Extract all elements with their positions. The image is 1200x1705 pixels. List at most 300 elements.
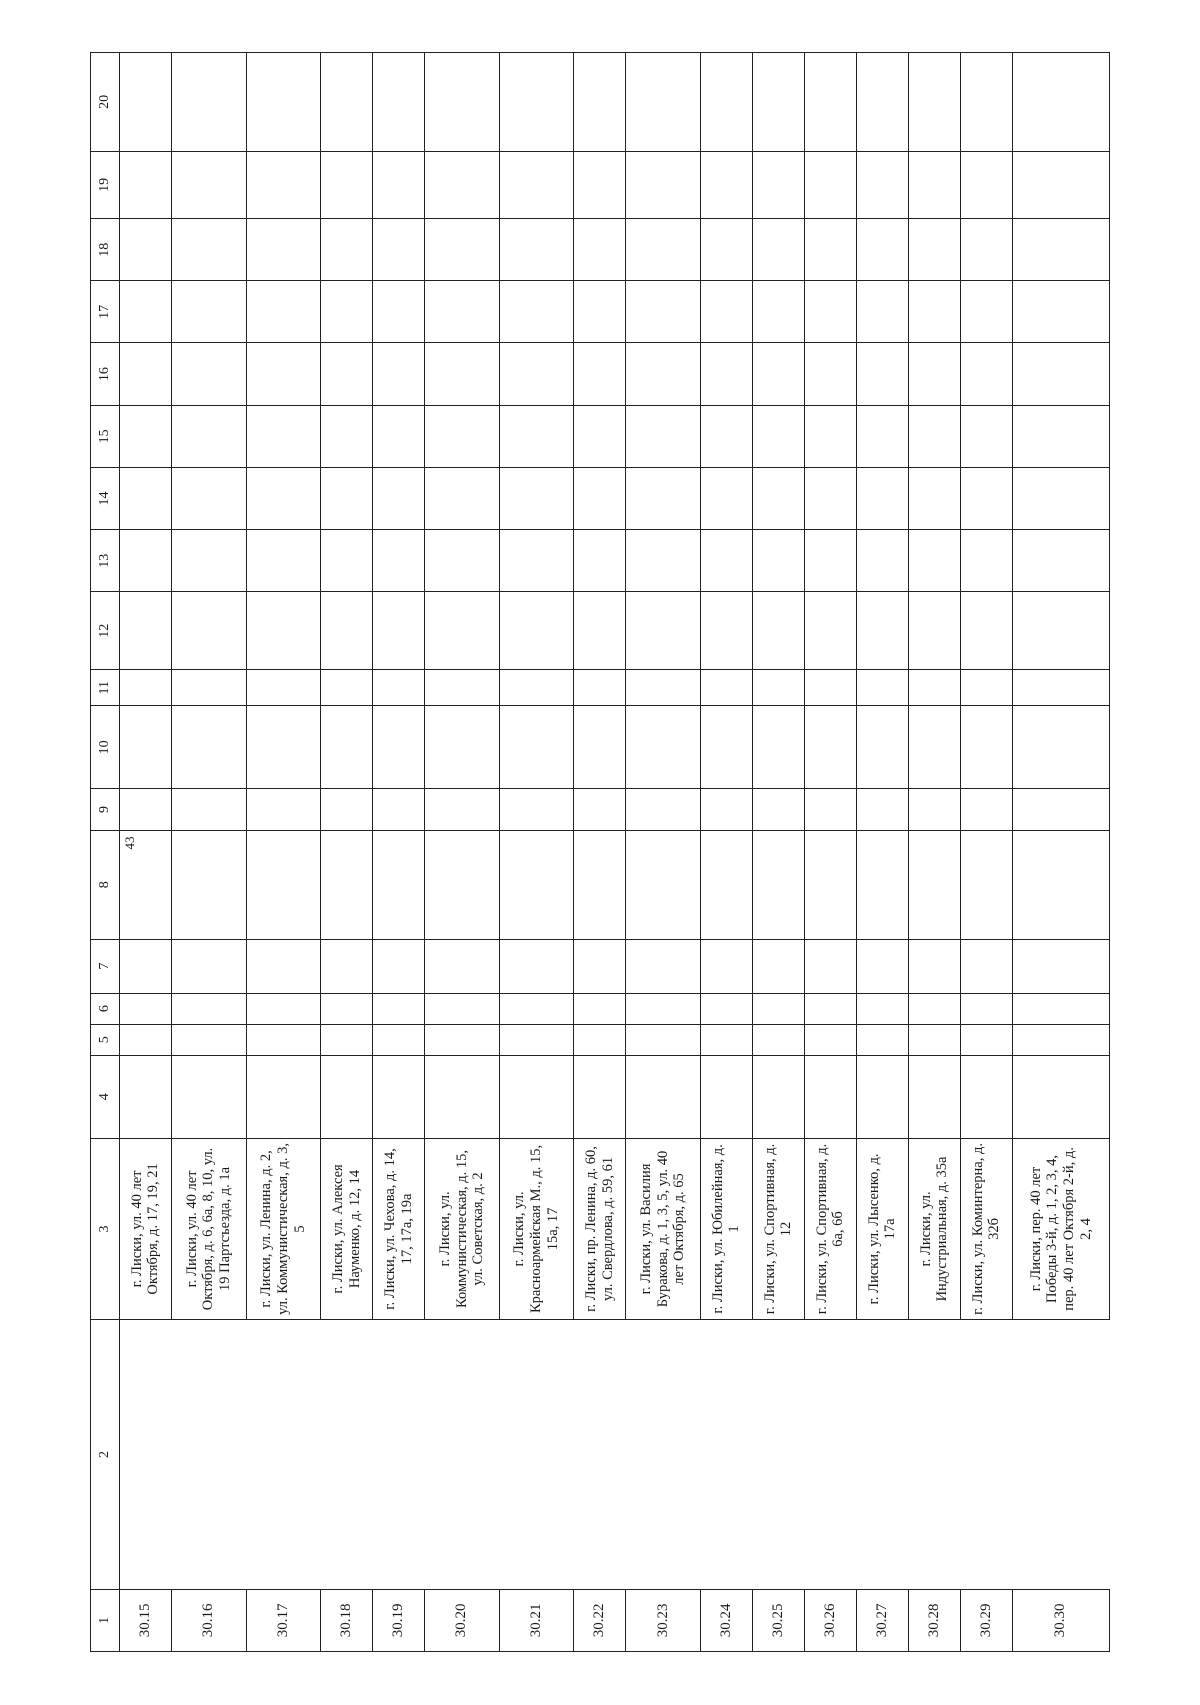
empty-cell — [425, 405, 500, 467]
empty-cell — [1012, 151, 1109, 218]
empty-cell — [626, 405, 701, 467]
empty-cell — [373, 993, 425, 1024]
empty-cell — [700, 789, 752, 830]
empty-cell — [574, 1024, 626, 1055]
empty-cell — [700, 219, 752, 281]
empty-cell — [908, 592, 960, 670]
empty-cell — [246, 281, 321, 343]
empty-cell — [499, 706, 574, 789]
address-cell: г. Лиски, ул. Василия Буракова, д. 1, 3, 5, ул. 40 лет Октября, д. 65 — [626, 1138, 701, 1319]
empty-cell — [1012, 53, 1109, 152]
empty-cell — [1012, 993, 1109, 1024]
address-cell: г. Лиски, ул. 40 лет Октября, д. 17, 19, 21 — [120, 1138, 172, 1319]
empty-cell — [960, 343, 1012, 405]
empty-cell — [1012, 343, 1109, 405]
empty-cell — [120, 789, 172, 830]
empty-cell — [246, 993, 321, 1024]
empty-cell — [321, 405, 373, 467]
empty-cell — [626, 281, 701, 343]
empty-cell — [700, 830, 752, 939]
empty-cell — [908, 993, 960, 1024]
empty-cell — [700, 530, 752, 592]
empty-cell — [246, 592, 321, 670]
empty-cell — [752, 993, 804, 1024]
row-id-cell: 30.19 — [373, 1589, 425, 1651]
empty-cell — [856, 405, 908, 467]
empty-cell — [499, 592, 574, 670]
empty-cell — [960, 1024, 1012, 1055]
column-header: 16 — [91, 343, 120, 405]
empty-cell — [752, 281, 804, 343]
empty-cell — [425, 1024, 500, 1055]
empty-cell — [1012, 405, 1109, 467]
empty-cell — [700, 151, 752, 218]
empty-cell — [171, 53, 246, 152]
empty-cell — [120, 467, 172, 529]
empty-cell — [960, 151, 1012, 218]
empty-cell — [171, 993, 246, 1024]
column-header: 10 — [91, 706, 120, 789]
table-row — [626, 53, 701, 1652]
empty-cell — [1012, 670, 1109, 706]
header-row — [91, 53, 120, 1652]
empty-cell — [499, 467, 574, 529]
row-id-cell: 30.17 — [246, 1589, 321, 1651]
row-id-cell: 30.28 — [908, 1589, 960, 1651]
empty-cell — [499, 789, 574, 830]
empty-cell — [856, 939, 908, 993]
empty-cell — [752, 343, 804, 405]
empty-cell — [120, 830, 172, 939]
empty-cell — [120, 592, 172, 670]
empty-cell — [856, 343, 908, 405]
empty-cell — [626, 1024, 701, 1055]
empty-cell — [425, 53, 500, 152]
empty-cell — [1012, 939, 1109, 993]
empty-cell — [574, 993, 626, 1024]
empty-cell — [804, 343, 856, 405]
column-header: 20 — [91, 53, 120, 152]
empty-cell — [171, 830, 246, 939]
empty-cell — [804, 53, 856, 152]
empty-cell — [499, 53, 574, 152]
empty-cell — [120, 1024, 172, 1055]
empty-cell — [804, 1320, 856, 1590]
column-header: 15 — [91, 405, 120, 467]
empty-cell — [321, 1320, 373, 1590]
column-header: 8 — [91, 830, 120, 939]
table-body — [120, 53, 1110, 1652]
empty-cell — [908, 1055, 960, 1138]
empty-cell — [856, 219, 908, 281]
empty-cell — [321, 467, 373, 529]
empty-cell — [574, 530, 626, 592]
empty-cell — [246, 706, 321, 789]
empty-cell — [700, 670, 752, 706]
page-number: 43 — [122, 836, 137, 850]
table-row — [425, 53, 500, 1652]
data-table — [90, 52, 1110, 1652]
empty-cell — [373, 219, 425, 281]
empty-cell — [908, 1320, 960, 1590]
empty-cell — [321, 670, 373, 706]
empty-cell — [425, 1055, 500, 1138]
empty-cell — [171, 151, 246, 218]
empty-cell — [574, 670, 626, 706]
empty-cell — [499, 343, 574, 405]
column-header: 2 — [91, 1320, 120, 1590]
column-header: 7 — [91, 939, 120, 993]
empty-cell — [908, 1024, 960, 1055]
address-cell: г. Лиски, ул. Коммунистическая, д. 15, ул. Советская, д. 2 — [425, 1138, 500, 1319]
empty-cell — [246, 405, 321, 467]
empty-cell — [856, 1024, 908, 1055]
empty-cell — [120, 281, 172, 343]
empty-cell — [960, 53, 1012, 152]
empty-cell — [120, 1055, 172, 1138]
empty-cell — [574, 343, 626, 405]
empty-cell — [752, 405, 804, 467]
empty-cell — [425, 281, 500, 343]
address-cell: г. Лиски, пер. 40 лет Победы 3-й, д. 1, 2, 3, 4, пер. 40 лет Октября 2-й, д. 2, 4 — [1012, 1138, 1109, 1319]
empty-cell — [425, 467, 500, 529]
empty-cell — [908, 281, 960, 343]
empty-cell — [499, 1320, 574, 1590]
table-row — [574, 53, 626, 1652]
empty-cell — [752, 151, 804, 218]
empty-cell — [960, 993, 1012, 1024]
empty-cell — [373, 1320, 425, 1590]
empty-cell — [700, 343, 752, 405]
empty-cell — [425, 343, 500, 405]
empty-cell — [960, 1055, 1012, 1138]
row-id-cell: 30.23 — [626, 1589, 701, 1651]
empty-cell — [574, 1055, 626, 1138]
empty-cell — [960, 530, 1012, 592]
empty-cell — [171, 1024, 246, 1055]
row-id-cell: 30.18 — [321, 1589, 373, 1651]
empty-cell — [373, 467, 425, 529]
table-row — [321, 53, 373, 1652]
empty-cell — [856, 53, 908, 152]
empty-cell — [856, 670, 908, 706]
empty-cell — [960, 219, 1012, 281]
row-id-cell: 30.29 — [960, 1589, 1012, 1651]
empty-cell — [373, 939, 425, 993]
column-header: 9 — [91, 789, 120, 830]
empty-cell — [574, 151, 626, 218]
table-row — [856, 53, 908, 1652]
empty-cell — [804, 592, 856, 670]
empty-cell — [171, 789, 246, 830]
empty-cell — [321, 281, 373, 343]
empty-cell — [321, 53, 373, 152]
empty-cell — [856, 151, 908, 218]
table-row — [246, 53, 321, 1652]
empty-cell — [700, 993, 752, 1024]
empty-cell — [246, 151, 321, 218]
empty-cell — [425, 670, 500, 706]
empty-cell — [804, 1055, 856, 1138]
empty-cell — [804, 670, 856, 706]
empty-cell — [425, 219, 500, 281]
empty-cell — [171, 281, 246, 343]
address-cell: г. Лиски, ул. Чехова, д. 14, 17, 17а, 19а — [373, 1138, 425, 1319]
empty-cell — [804, 405, 856, 467]
empty-cell — [373, 281, 425, 343]
empty-cell — [499, 830, 574, 939]
address-cell: г. Лиски, ул. Юбилейная, д. 1 — [700, 1138, 752, 1319]
table-row — [373, 53, 425, 1652]
column-header: 12 — [91, 592, 120, 670]
column-header: 13 — [91, 530, 120, 592]
empty-cell — [960, 405, 1012, 467]
empty-cell — [960, 670, 1012, 706]
empty-cell — [752, 670, 804, 706]
empty-cell — [856, 789, 908, 830]
empty-cell — [373, 405, 425, 467]
empty-cell — [1012, 830, 1109, 939]
empty-cell — [120, 219, 172, 281]
empty-cell — [499, 151, 574, 218]
empty-cell — [626, 151, 701, 218]
empty-cell — [321, 789, 373, 830]
empty-cell — [246, 53, 321, 152]
empty-cell — [752, 939, 804, 993]
empty-cell — [321, 993, 373, 1024]
empty-cell — [752, 219, 804, 281]
empty-cell — [425, 151, 500, 218]
empty-cell — [960, 592, 1012, 670]
empty-cell — [373, 789, 425, 830]
row-id-cell: 30.25 — [752, 1589, 804, 1651]
empty-cell — [499, 1055, 574, 1138]
empty-cell — [425, 706, 500, 789]
empty-cell — [700, 706, 752, 789]
empty-cell — [373, 53, 425, 152]
address-cell: г. Лиски, ул. Лысенко, д. 17а — [856, 1138, 908, 1319]
empty-cell — [246, 219, 321, 281]
empty-cell — [626, 592, 701, 670]
empty-cell — [700, 1055, 752, 1138]
empty-cell — [499, 993, 574, 1024]
empty-cell — [373, 830, 425, 939]
empty-cell — [908, 219, 960, 281]
address-cell: г. Лиски, ул. Спортивная, д. 6а, 6б — [804, 1138, 856, 1319]
empty-cell — [856, 530, 908, 592]
row-id-cell: 30.15 — [120, 1589, 172, 1651]
empty-cell — [804, 467, 856, 529]
row-id-cell: 30.24 — [700, 1589, 752, 1651]
empty-cell — [499, 405, 574, 467]
empty-cell — [321, 1055, 373, 1138]
empty-cell — [120, 706, 172, 789]
empty-cell — [626, 219, 701, 281]
empty-cell — [908, 670, 960, 706]
empty-cell — [1012, 219, 1109, 281]
empty-cell — [960, 830, 1012, 939]
empty-cell — [499, 939, 574, 993]
empty-cell — [246, 939, 321, 993]
empty-cell — [960, 706, 1012, 789]
empty-cell — [321, 1024, 373, 1055]
empty-cell — [856, 592, 908, 670]
empty-cell — [246, 530, 321, 592]
empty-cell — [321, 530, 373, 592]
empty-cell — [574, 1320, 626, 1590]
empty-cell — [120, 670, 172, 706]
table-row — [700, 53, 752, 1652]
empty-cell — [373, 343, 425, 405]
column-header: 14 — [91, 467, 120, 529]
empty-cell — [499, 219, 574, 281]
row-id-cell: 30.30 — [1012, 1589, 1109, 1651]
empty-cell — [626, 706, 701, 789]
row-id-cell: 30.21 — [499, 1589, 574, 1651]
empty-cell — [960, 1320, 1012, 1590]
empty-cell — [856, 830, 908, 939]
address-cell: г. Лиски, ул. Ленина, д. 2, ул. Коммунистическая, д. 3, 5 — [246, 1138, 321, 1319]
empty-cell — [321, 592, 373, 670]
column-header: 5 — [91, 1024, 120, 1055]
empty-cell — [171, 530, 246, 592]
empty-cell — [1012, 1320, 1109, 1590]
empty-cell — [626, 1320, 701, 1590]
empty-cell — [626, 467, 701, 529]
empty-cell — [373, 1055, 425, 1138]
address-cell: г. Лиски, ул. Индустриальная, д. 35а — [908, 1138, 960, 1319]
empty-cell — [171, 1055, 246, 1138]
empty-cell — [626, 993, 701, 1024]
empty-cell — [960, 939, 1012, 993]
empty-cell — [574, 53, 626, 152]
empty-cell — [171, 343, 246, 405]
address-cell: г. Лиски, пр. Ленина, д. 60, ул. Свердлова, д. 59, 61 — [574, 1138, 626, 1319]
empty-cell — [908, 53, 960, 152]
empty-cell — [373, 1024, 425, 1055]
empty-cell — [425, 993, 500, 1024]
address-cell: г. Лиски, ул. Красноармейская М., д. 15, 15а, 17 — [499, 1138, 574, 1319]
empty-cell — [856, 467, 908, 529]
empty-cell — [171, 1320, 246, 1590]
empty-cell — [626, 830, 701, 939]
empty-cell — [752, 789, 804, 830]
empty-cell — [856, 1320, 908, 1590]
empty-cell — [752, 530, 804, 592]
empty-cell — [499, 1024, 574, 1055]
empty-cell — [1012, 789, 1109, 830]
empty-cell — [908, 530, 960, 592]
empty-cell — [1012, 1024, 1109, 1055]
empty-cell — [574, 939, 626, 993]
empty-cell — [960, 467, 1012, 529]
empty-cell — [856, 281, 908, 343]
empty-cell — [425, 1320, 500, 1590]
empty-cell — [700, 939, 752, 993]
empty-cell — [373, 706, 425, 789]
empty-cell — [804, 789, 856, 830]
empty-cell — [171, 706, 246, 789]
empty-cell — [574, 281, 626, 343]
empty-cell — [752, 1055, 804, 1138]
empty-cell — [752, 1024, 804, 1055]
empty-cell — [321, 343, 373, 405]
empty-cell — [321, 219, 373, 281]
empty-cell — [1012, 281, 1109, 343]
empty-cell — [171, 467, 246, 529]
empty-cell — [321, 939, 373, 993]
column-header: 3 — [91, 1138, 120, 1319]
empty-cell — [246, 467, 321, 529]
empty-cell — [752, 467, 804, 529]
empty-cell — [960, 789, 1012, 830]
row-id-cell: 30.20 — [425, 1589, 500, 1651]
empty-cell — [574, 219, 626, 281]
empty-cell — [246, 1024, 321, 1055]
empty-cell — [171, 592, 246, 670]
address-cell: г. Лиски, ул. Спортивная, д. 12 — [752, 1138, 804, 1319]
row-id-cell: 30.27 — [856, 1589, 908, 1651]
empty-cell — [856, 706, 908, 789]
empty-cell — [804, 151, 856, 218]
empty-cell — [574, 592, 626, 670]
empty-cell — [425, 939, 500, 993]
empty-cell — [700, 1320, 752, 1590]
empty-cell — [908, 405, 960, 467]
empty-cell — [908, 789, 960, 830]
row-id-cell: 30.16 — [171, 1589, 246, 1651]
empty-cell — [804, 830, 856, 939]
empty-cell — [804, 1024, 856, 1055]
empty-cell — [321, 830, 373, 939]
empty-cell — [499, 530, 574, 592]
empty-cell — [1012, 706, 1109, 789]
empty-cell — [321, 706, 373, 789]
empty-cell — [804, 281, 856, 343]
empty-cell — [1012, 467, 1109, 529]
empty-cell — [171, 405, 246, 467]
empty-cell — [856, 1055, 908, 1138]
empty-cell — [373, 670, 425, 706]
empty-cell — [908, 151, 960, 218]
empty-cell — [626, 939, 701, 993]
empty-cell — [425, 830, 500, 939]
empty-cell — [574, 789, 626, 830]
table-row — [171, 53, 246, 1652]
table-row — [960, 53, 1012, 1652]
empty-cell — [574, 405, 626, 467]
empty-cell — [246, 343, 321, 405]
empty-cell — [626, 343, 701, 405]
empty-cell — [120, 343, 172, 405]
empty-cell — [908, 830, 960, 939]
empty-cell — [574, 830, 626, 939]
table-row — [804, 53, 856, 1652]
column-header: 18 — [91, 219, 120, 281]
empty-cell — [246, 830, 321, 939]
empty-cell — [804, 993, 856, 1024]
empty-cell — [246, 1055, 321, 1138]
empty-cell — [626, 670, 701, 706]
empty-cell — [120, 1320, 172, 1590]
empty-cell — [626, 530, 701, 592]
empty-cell — [908, 467, 960, 529]
column-header: 4 — [91, 1055, 120, 1138]
empty-cell — [171, 219, 246, 281]
empty-cell — [1012, 530, 1109, 592]
empty-cell — [804, 939, 856, 993]
empty-cell — [856, 993, 908, 1024]
